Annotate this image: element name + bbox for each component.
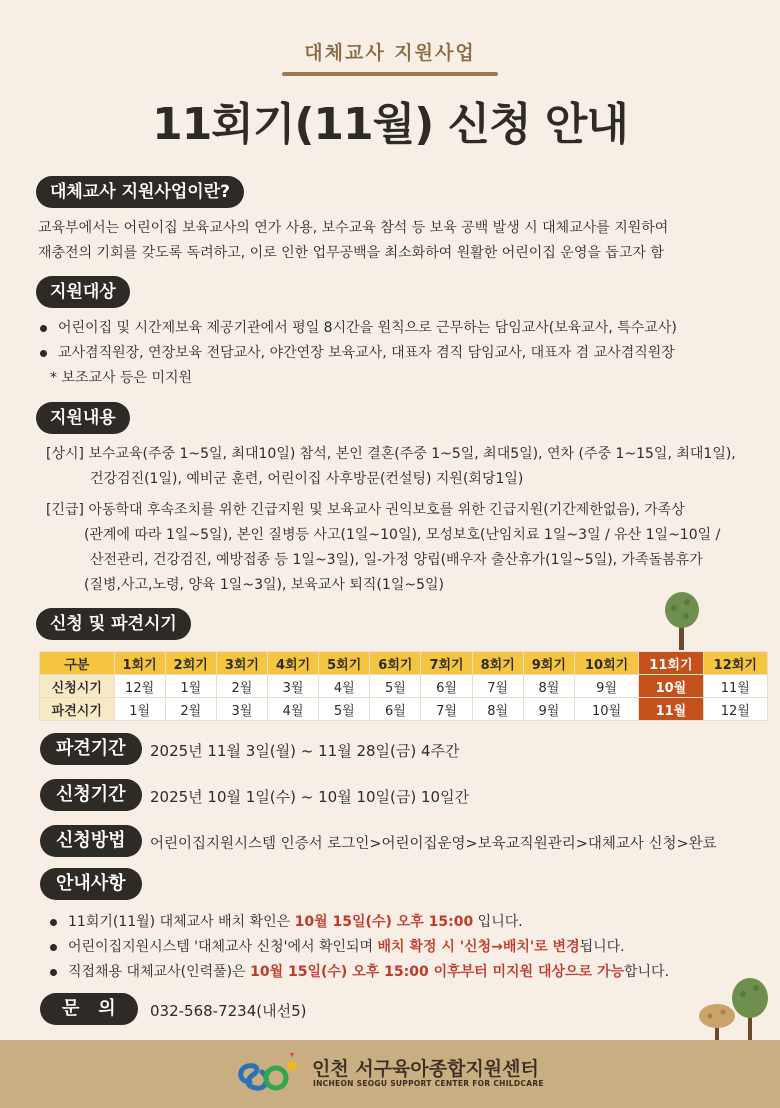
- notice-2-end: 됩니다.: [579, 939, 625, 955]
- dispatch-cell: 8월: [472, 698, 523, 721]
- target-list: [38, 316, 768, 391]
- page-title: 11회기(11월) 신청 안내: [152, 99, 628, 150]
- apply-cell: 10월: [639, 675, 703, 698]
- urgent-line-3: 산전관리, 건강검진, 예방접종 등 1일~3일), 일-가정 양립(배우자 출산휴가(1일~5일), 가족돌봄휴가: [90, 552, 703, 568]
- urgent-tag: [긴급]: [46, 502, 84, 518]
- notice-list: [48, 910, 768, 985]
- apply-cell: 9월: [574, 675, 638, 698]
- session-header: 5회기: [319, 652, 370, 675]
- apply-cell: 6월: [421, 675, 472, 698]
- regular-line-1: 보수교육(주중 1~5일, 최대10일) 참석, 본인 결혼(주중 1~5일, 최대5일), 연차 (주중 1~15일, 최대1일),: [88, 446, 736, 462]
- apply-method-value: 어린이집지원시스템 인증서 로그인>어린이집운영>보육교직원관리>대체교사 신청>완료: [150, 836, 717, 852]
- schedule-heading: 신청 및 파견시기: [36, 608, 191, 640]
- regular-tag: [상시]: [46, 446, 84, 462]
- dispatch-period-value: 2025년 11월 3일(월) ~ 11월 28일(금) 4주간: [150, 742, 460, 760]
- session-header: 4회기: [268, 652, 319, 675]
- notice-3-end: 합니다.: [624, 964, 670, 980]
- session-header: 12회기: [703, 652, 767, 675]
- notice-item-2: [48, 935, 768, 960]
- target-note: * 보조교사 등은 미지원: [50, 370, 193, 386]
- session-header: 6회기: [370, 652, 421, 675]
- about-heading: 대체교사 지원사업이란?: [36, 176, 244, 208]
- dispatch-row: [40, 698, 768, 721]
- about-line-1: 교육부에서는 어린이집 보육교사의 연가 사용, 보수교육 참석 등 보육 공백 발생 시 대체교사를 지원하여: [38, 220, 669, 236]
- apply-cell: 11월: [703, 675, 767, 698]
- tree-icon: [660, 588, 704, 652]
- apply-cell: 5월: [370, 675, 421, 698]
- session-header: 10회기: [574, 652, 638, 675]
- subtitle: 대체교사 지원사업: [304, 42, 476, 64]
- session-header: 9회기: [523, 652, 574, 675]
- subtitle-underline: [282, 72, 498, 76]
- org-name-english: INCHEON SEOGU SUPPORT CENTER FOR CHILDCARE: [313, 1079, 544, 1088]
- about-line-2: 재충전의 기회를 갖도록 독려하고, 이로 인한 업무공백을 최소화하여 원활한 어린이집 운영을 돕고자 함: [38, 245, 664, 261]
- apply-cell: 8월: [523, 675, 574, 698]
- regular-line-2: 건강검진(1일), 예비군 훈련, 어린이집 사후방문(컨설팅) 지원(회당1일): [90, 471, 524, 487]
- schedule-table: [39, 651, 768, 721]
- dispatch-cell: 9월: [523, 698, 574, 721]
- notice-2-text: 어린이집지원시스템 '대체교사 신청'에서 확인되며: [68, 939, 378, 955]
- dispatch-cell: 5월: [319, 698, 370, 721]
- notice-heading: 안내사항: [40, 868, 142, 900]
- about-text: [38, 216, 768, 266]
- dispatch-cell: 2월: [165, 698, 216, 721]
- content-regular: [46, 442, 766, 492]
- notice-item-3: [48, 960, 768, 985]
- target-item-1: 어린이집 및 시간제보육 제공기관에서 평일 8시간을 원칙으로 근무하는 담임교사(보육교사, 특수교사): [38, 316, 768, 341]
- dispatch-cell: 10월: [574, 698, 638, 721]
- header-label: 구분: [40, 652, 115, 675]
- notice-2-highlight: 배치 확정 시 '신청→배치'로 변경: [377, 939, 580, 955]
- apply-period-value: 2025년 10월 1일(수) ~ 10월 10일(금) 10일간: [150, 788, 470, 806]
- session-header: 2회기: [165, 652, 216, 675]
- apply-cell: 2월: [216, 675, 267, 698]
- dispatch-cell: 3월: [216, 698, 267, 721]
- session-header: 8회기: [472, 652, 523, 675]
- org-name: 인천 서구육아종합지원센터: [312, 1058, 539, 1080]
- contact-label: 문 의: [40, 993, 138, 1025]
- dispatch-period-label: 파견기간: [40, 733, 142, 765]
- notice-1-highlight: 10월 15일(수) 오후 15:00: [294, 914, 474, 930]
- session-header: 11회기: [639, 652, 703, 675]
- target-heading: 지원대상: [36, 276, 130, 308]
- session-header: 3회기: [216, 652, 267, 675]
- urgent-line-1: 아동학대 후속조치를 위한 긴급지원 및 보육교사 권익보호를 위한 긴급지원(기간제한없음), 가족상: [88, 502, 685, 518]
- notice-3-text: 직접채용 대체교사(인력풀)은: [68, 964, 251, 980]
- notice-1-end: 입니다.: [473, 914, 523, 930]
- dispatch-cell: 11월: [639, 698, 703, 721]
- dispatch-cell: 7월: [421, 698, 472, 721]
- apply-label: 신청시기: [40, 675, 115, 698]
- apply-cell: 3월: [268, 675, 319, 698]
- urgent-line-2: (관계에 따라 1일~5일), 본인 질병등 사고(1일~10일), 모성보호(난임치료 1일~3일 / 유산 1일~10일 /: [84, 527, 721, 543]
- trees-icon: [696, 976, 776, 1042]
- content-heading: 지원내용: [36, 402, 130, 434]
- session-header: 1회기: [114, 652, 165, 675]
- apply-period-label: 신청기간: [40, 779, 142, 811]
- apply-row: [40, 675, 768, 698]
- notice-1-text: 11회기(11월) 대체교사 배치 확인은: [68, 914, 295, 930]
- apply-cell: 12월: [114, 675, 165, 698]
- urgent-line-4: (질병,사고,노령, 양육 1일~3일), 보육교사 퇴직(1일~5일): [84, 577, 444, 593]
- dispatch-cell: 1월: [114, 698, 165, 721]
- target-item-2: 교사겸직원장, 연장보육 전담교사, 야간연장 보육교사, 대표자 겸직 담임교사, 대표자 겸 교사겸직원장: [38, 341, 768, 366]
- notice-3-highlight: 10월 15일(수) 오후 15:00 이후부터 미지원 대상으로 가능: [250, 964, 624, 980]
- apply-cell: 7월: [472, 675, 523, 698]
- dispatch-cell: 6월: [370, 698, 421, 721]
- notice-item-1: [48, 910, 768, 935]
- contact-value: 032-568-7234(내선5): [150, 1002, 307, 1020]
- dispatch-cell: 12월: [703, 698, 767, 721]
- dispatch-label: 파견시기: [40, 698, 115, 721]
- content-urgent: [46, 498, 766, 598]
- center-logo-icon: [236, 1052, 302, 1096]
- schedule-header-row: [40, 652, 768, 675]
- apply-cell: 4월: [319, 675, 370, 698]
- apply-cell: 1월: [165, 675, 216, 698]
- session-header: 7회기: [421, 652, 472, 675]
- dispatch-cell: 4월: [268, 698, 319, 721]
- apply-method-label: 신청방법: [40, 825, 142, 857]
